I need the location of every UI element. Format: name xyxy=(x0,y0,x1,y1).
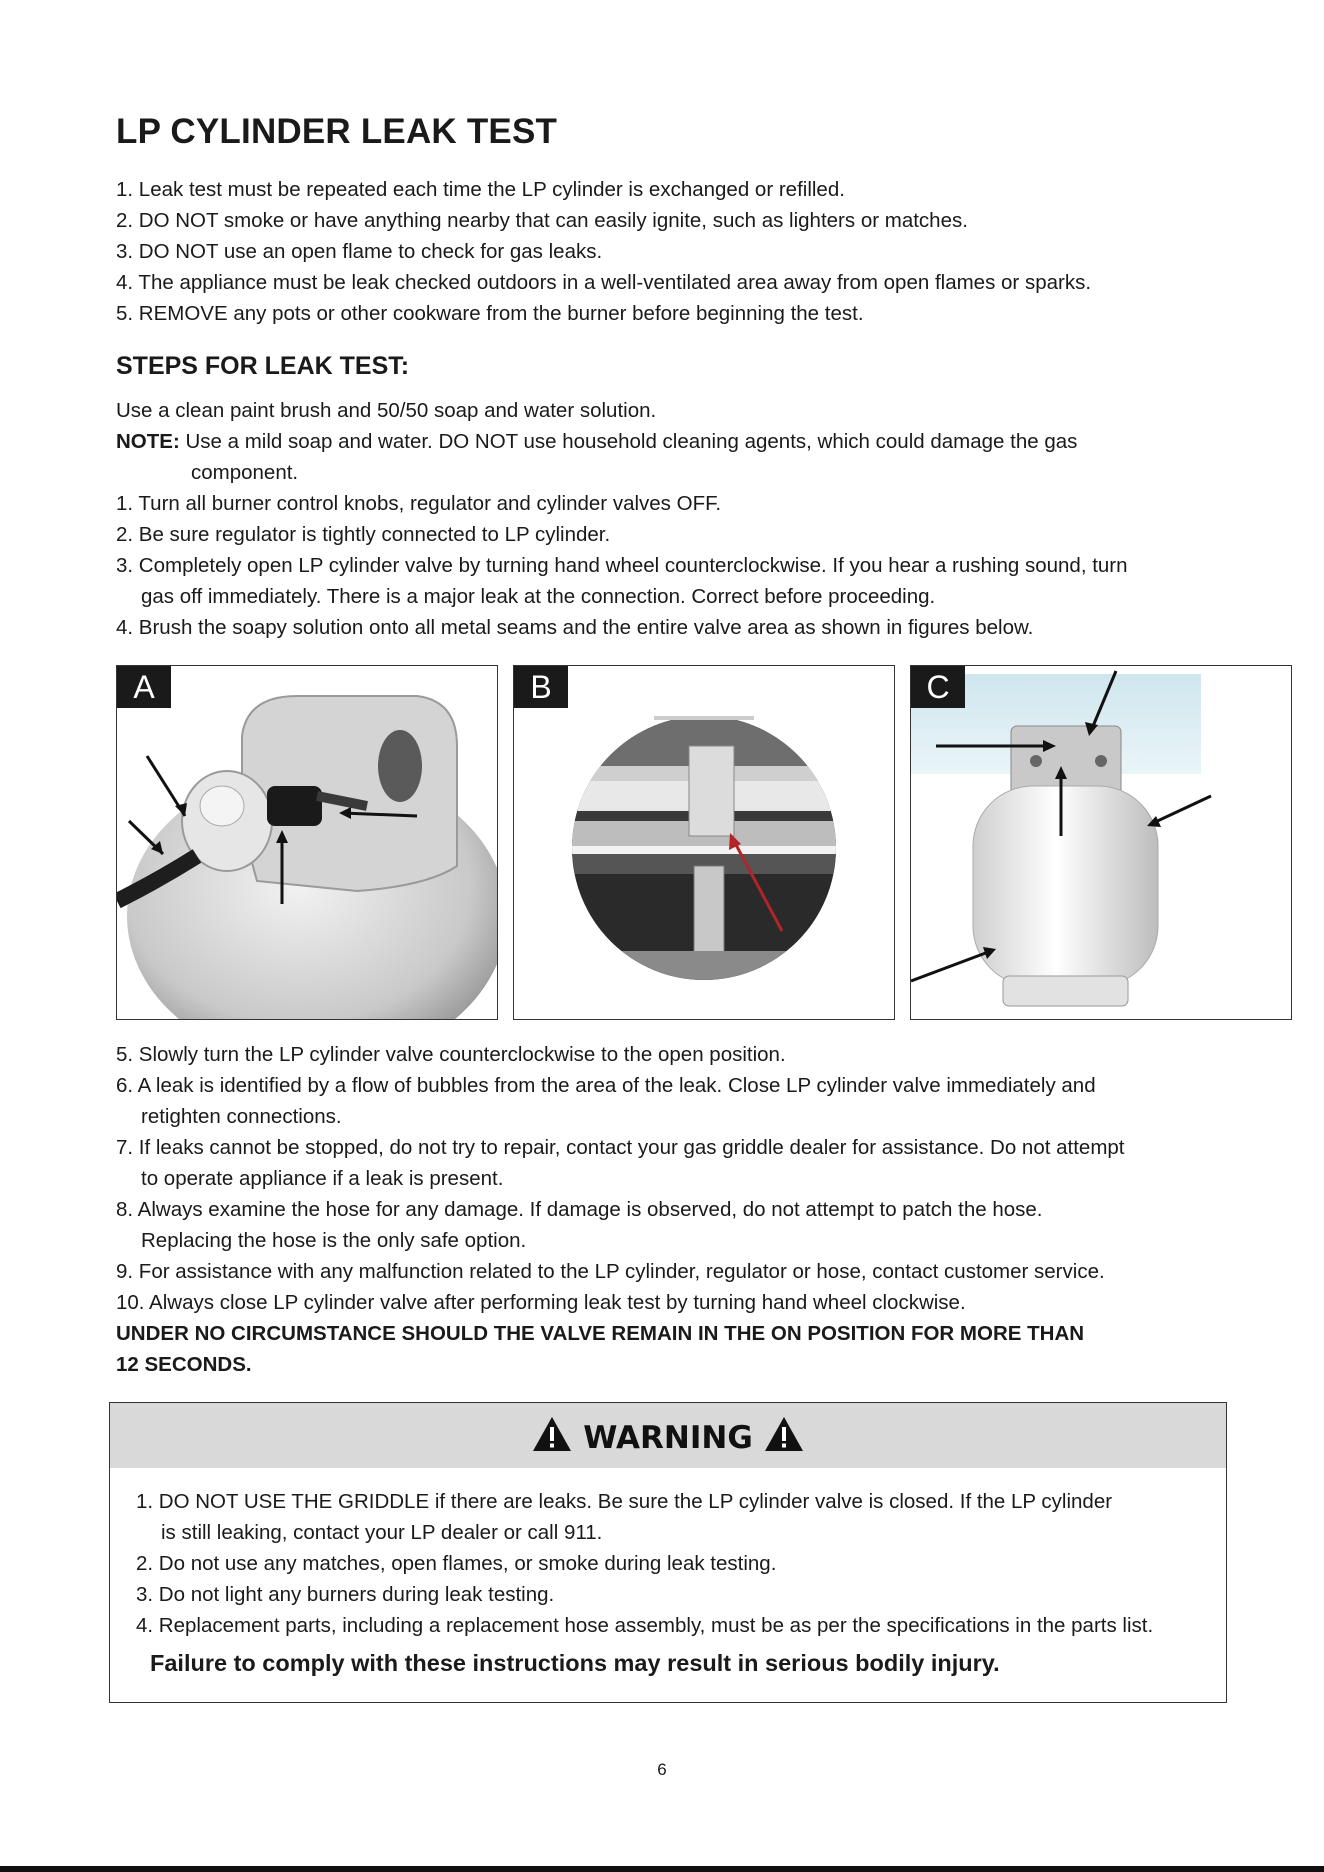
figure-a-illustration xyxy=(117,666,497,1019)
valve-body xyxy=(689,746,734,836)
step-line: 2. Be sure regulator is tightly connected to LP cylinder. xyxy=(116,523,611,546)
warning-line: is still leaking, contact your LP dealer or call 911. xyxy=(161,1521,603,1544)
warning-title-row xyxy=(110,1416,1226,1460)
figure-a-label: A xyxy=(117,666,171,708)
figure-b-label: B xyxy=(514,666,568,708)
cylinder-foot xyxy=(1003,976,1128,1006)
page-title: LP CYLINDER LEAK TEST xyxy=(116,112,558,151)
warning-line: 4. Replacement parts, including a replacement hose assembly, must be as per the specifications in the parts list. xyxy=(136,1614,1154,1637)
warning-title: WARNING xyxy=(583,1420,753,1456)
step-line: 5. Slowly turn the LP cylinder valve counterclockwise to the open position. xyxy=(116,1043,786,1066)
step-line: 7. If leaks cannot be stopped, do not try to repair, contact your gas griddle dealer for assistance. Do not attempt xyxy=(116,1136,1125,1159)
figures-row xyxy=(116,665,1208,1020)
figure-b-illustration xyxy=(514,666,894,1019)
intro-list-item: 4. The appliance must be leak checked outdoors in a well-ventilated area away from open flames or sparks. xyxy=(116,271,1092,294)
step-line: to operate appliance if a leak is present. xyxy=(141,1167,504,1190)
step-line: 4. Brush the soapy solution onto all metal seams and the entire valve area as shown in figures below. xyxy=(116,616,1034,639)
steps-list-b xyxy=(116,1039,1226,1318)
warning-box xyxy=(109,1402,1227,1703)
figure-c xyxy=(910,665,1292,1020)
figure-c-label: C xyxy=(911,666,965,708)
step-line: gas off immediately. There is a major leak at the connection. Correct before proceeding. xyxy=(141,585,936,608)
bold-warning-line-1: UNDER NO CIRCUMSTANCE SHOULD THE VALVE REMAIN IN THE ON POSITION FOR MORE THAN xyxy=(116,1322,1085,1345)
collar-hole xyxy=(378,730,422,802)
note-label: NOTE: xyxy=(116,430,180,453)
note-text: Use a mild soap and water. DO NOT use household cleaning agents, which could damage the gas xyxy=(179,430,1078,453)
warning-list xyxy=(136,1486,1216,1641)
steps-list-b-section xyxy=(116,1039,1226,1380)
bottom-rule xyxy=(0,1866,1324,1872)
steps-section xyxy=(116,395,1226,643)
warning-footer: Failure to comply with these instructions may result in serious bodily injury. xyxy=(150,1650,1000,1676)
cylinder-body xyxy=(973,786,1158,986)
valve-fitting xyxy=(267,786,322,826)
step-line: 1. Turn all burner control knobs, regulator and cylinder valves OFF. xyxy=(116,492,722,515)
arrow-4 xyxy=(1151,796,1211,824)
figure-a xyxy=(116,665,498,1020)
step-line: 10. Always close LP cylinder valve after performing leak test by turning hand wheel clockwise. xyxy=(116,1291,966,1314)
intro-list-item: 2. DO NOT smoke or have anything nearby that can easily ignite, such as lighters or matches. xyxy=(116,209,968,232)
figure-c-illustration xyxy=(911,666,1291,1019)
warning-line: 1. DO NOT USE THE GRIDDLE if there are leaks. Be sure the LP cylinder valve is closed. If the LP cylinder xyxy=(136,1490,1113,1513)
bold-warning-line-2: 12 SECONDS. xyxy=(116,1353,252,1376)
steps-intro: Use a clean paint brush and 50/50 soap and water solution. xyxy=(116,399,657,422)
intro-list-item: 3. DO NOT use an open flame to check for gas leaks. xyxy=(116,240,603,263)
arrow-5 xyxy=(911,951,991,981)
step-line: Replacing the hose is the only safe option. xyxy=(141,1229,527,1252)
step-line: retighten connections. xyxy=(141,1105,342,1128)
warning-triangle-icon xyxy=(532,1416,572,1460)
intro-list-item: 1. Leak test must be repeated each time the LP cylinder is exchanged or refilled. xyxy=(116,178,845,201)
step-line: 9. For assistance with any malfunction related to the LP cylinder, regulator or hose, contact customer service. xyxy=(116,1260,1105,1283)
figure-b xyxy=(513,665,895,1020)
intro-list-item: 5. REMOVE any pots or other cookware from the burner before beginning the test. xyxy=(116,302,864,325)
intro-list xyxy=(116,174,1091,329)
steps-heading: STEPS FOR LEAK TEST: xyxy=(116,352,410,380)
step-line: 3. Completely open LP cylinder valve by turning hand wheel counterclockwise. If you hear a rushing sound, turn xyxy=(116,554,1128,577)
page-number: 6 xyxy=(657,1760,667,1779)
warning-line: 3. Do not light any burners during leak testing. xyxy=(136,1583,555,1606)
step-line: 6. A leak is identified by a flow of bubbles from the area of the leak. Close LP cylinder valve immediately and xyxy=(116,1074,1096,1097)
step-line: 8. Always examine the hose for any damage. If damage is observed, do not attempt to patch the hose. xyxy=(116,1198,1043,1221)
warning-line: 2. Do not use any matches, open flames, or smoke during leak testing. xyxy=(136,1552,777,1575)
warning-triangle-icon xyxy=(764,1416,804,1460)
note-line xyxy=(116,426,1226,457)
steps-list-a xyxy=(116,488,1226,643)
note-continuation: component. xyxy=(191,461,299,484)
